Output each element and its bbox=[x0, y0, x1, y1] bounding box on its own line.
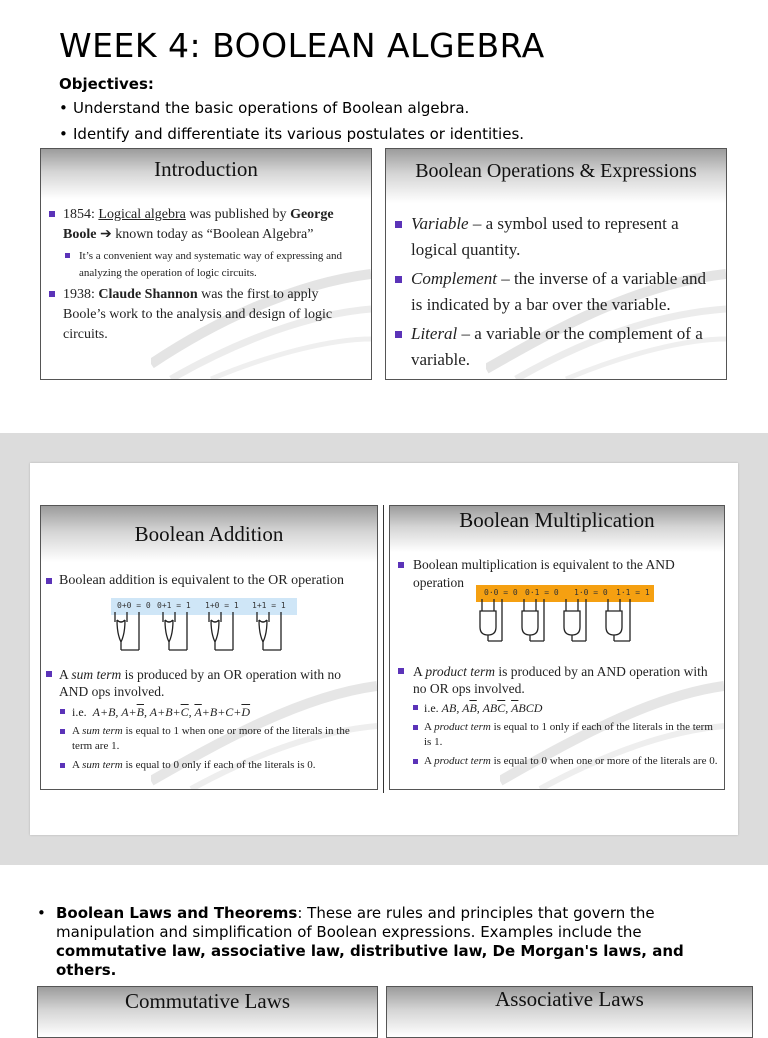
multiplication-example: i.e. AB, $A\overline{B}$, $AB\overline{C}$, $\overline{A}BCD$ bbox=[413, 700, 720, 717]
slide-title: Associative Laws bbox=[495, 987, 644, 1011]
bullet-icon: • bbox=[59, 99, 68, 117]
or-gates-diagram bbox=[111, 612, 301, 662]
multiplication-bullet-1: Boolean multiplication is equivalent to the AND operation bbox=[398, 556, 718, 592]
bullet-icon: • bbox=[37, 904, 46, 922]
ops-bullet: Complement – the inverse of a variable and is indicated by a bar over the variable. bbox=[395, 266, 720, 318]
addition-example: i.e. A+B, $A+\overline{B}$, $A+B+\overline{C}$, $\overline{A}+B+C+\overline{D}$ bbox=[60, 704, 372, 721]
slide-associative-laws bbox=[386, 986, 753, 1038]
slide-title: Boolean Multiplication bbox=[459, 508, 655, 532]
and-truth-table: 0·0 = 0 0·1 = 0 1·0 = 0 1·1 = 1 bbox=[476, 585, 654, 602]
slide-title: Introduction bbox=[154, 157, 258, 181]
multiplication-subbullet: A product term is equal to 1 only if each of the literals in the term is 1. bbox=[413, 720, 720, 750]
slide-operations bbox=[385, 148, 727, 380]
slide-commutative-laws bbox=[37, 986, 378, 1038]
addition-subbullet: A sum term is equal to 1 when one or more of the literals in the term are 1. bbox=[60, 724, 372, 754]
intro-bullet-1: 1854: Logical algebra was published by George Boole ➔ known today as “Boolean Algebra” bbox=[49, 205, 363, 245]
slide-boolean-multiplication bbox=[389, 505, 725, 790]
bullet-icon: • bbox=[59, 125, 68, 143]
slide-divider bbox=[383, 505, 384, 793]
slide-title: Boolean Addition bbox=[134, 522, 284, 546]
slide-title: Commutative Laws bbox=[124, 989, 291, 1013]
and-gates-diagram bbox=[478, 599, 658, 649]
objective-item: • Identify and differentiate its various postulates or identities. bbox=[59, 125, 525, 143]
objectives-heading: Objectives: bbox=[59, 75, 154, 93]
objective-item: • Understand the basic operations of Boolean algebra. bbox=[59, 99, 470, 117]
ops-bullet: Literal – a variable or the complement of a variable. bbox=[395, 321, 720, 373]
intro-bullet-2: 1938: Claude Shannon was the first to apply Boole’s work to the analysis and design of logic circuits. bbox=[49, 285, 363, 345]
addition-bullet-2: A sum term is produced by an OR operation with no AND ops involved. bbox=[46, 666, 372, 700]
intro-subbullet: It’s a convenient way and systematic way of expressing and analyzing the operation of logic circuits. bbox=[65, 248, 363, 282]
slide-title: Boolean Operations & Expressions bbox=[415, 160, 697, 182]
arrow-right-icon: ➔ bbox=[99, 227, 112, 242]
page-title: WEEK 4: BOOLEAN ALGEBRA bbox=[59, 26, 545, 65]
addition-bullet-1: Boolean addition is equivalent to the OR operation bbox=[46, 573, 372, 589]
multiplication-subbullet: A product term is equal to 0 when one or more of the literals are 0. bbox=[413, 754, 720, 769]
ops-bullet: Variable – a symbol used to represent a logical quantity. bbox=[395, 211, 720, 263]
slide-boolean-addition bbox=[40, 505, 378, 790]
multiplication-bullet-2: A product term is produced by an AND operation with no OR ops involved. bbox=[398, 663, 720, 697]
or-truth-table: 0+0 = 0 0+1 = 1 1+0 = 1 1+1 = 1 bbox=[111, 598, 297, 615]
slide-introduction bbox=[40, 148, 372, 380]
addition-subbullet: A sum term is equal to 0 only if each of the literals is 0. bbox=[60, 758, 372, 773]
